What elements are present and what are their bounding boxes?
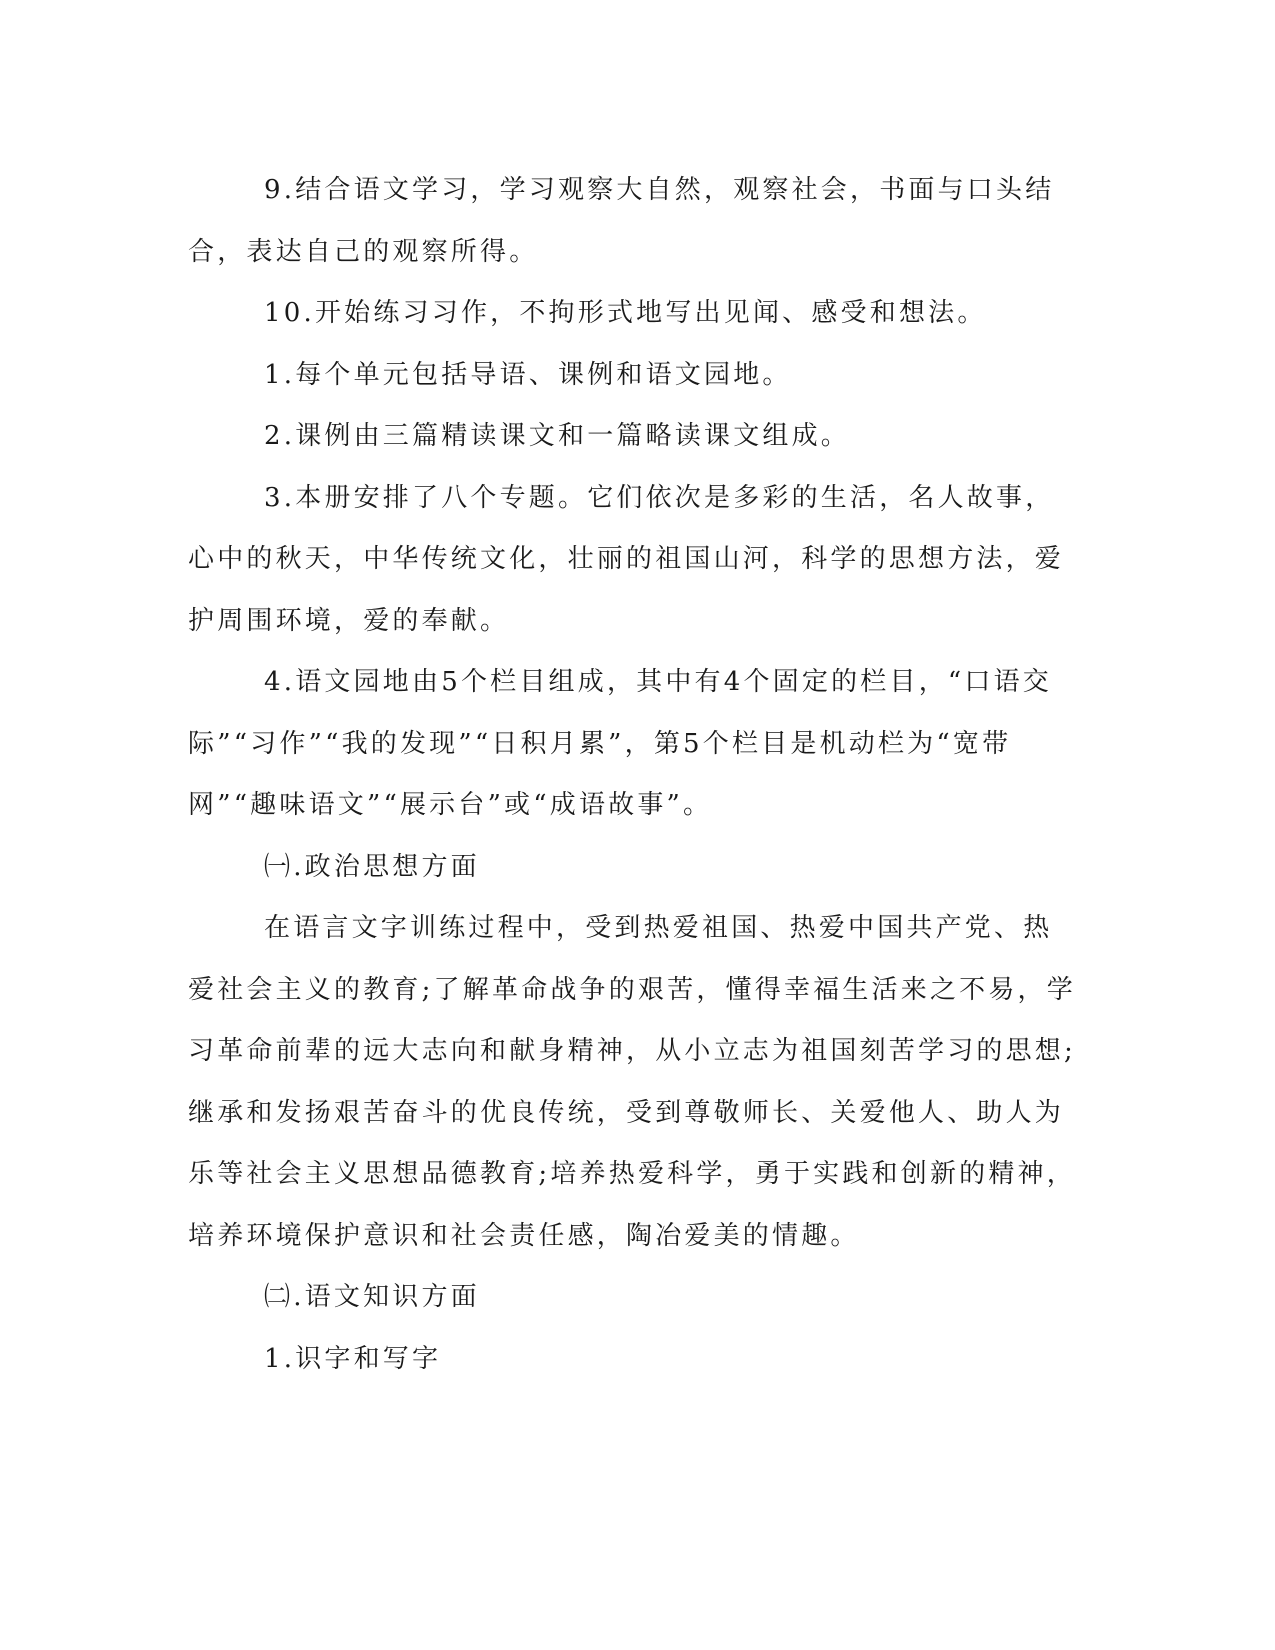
paragraph-structure-1: 1.每个单元包括导语、课例和语文园地。	[264, 359, 792, 390]
paragraph-political-body: 在语言文字训练过程中，受到热爱祖国、热爱中国共产党、热爱社会主义的教育;了解革命战争的艰苦，懂得幸福生活来之不易，学习革命前辈的远大志向和献身精神，从小立志为祖国刻苦学习的思想;继承和发扬艰苦奋斗的优良传统，受到尊敬师长、关爱他人、助人为乐等社会主义思想品德教育;培养热爱科学，勇于实践和创新的精神，培养环境保护意识和社会责任感，陶冶爱美的情趣。	[188, 913, 1076, 1251]
subheading-literacy: 1.识字和写字	[264, 1343, 442, 1374]
paragraph-item-9: 9.结合语文学习，学习观察大自然，观察社会，书面与口头结合，表达自己的观察所得。	[188, 175, 1055, 267]
paragraph-structure-3: 3.本册安排了八个专题。它们依次是多彩的生活，名人故事，心中的秋天，中华传统文化，壮丽的祖国山河，科学的思想方法，爱护周围环境，爱的奉献。	[188, 482, 1065, 636]
section-heading-language: ㈡.语文知识方面	[264, 1282, 480, 1312]
document-body	[188, 160, 1078, 1390]
section-heading-political: ㈠.政治思想方面	[264, 851, 480, 882]
paragraph-item-10: 10.开始练习习作，不拘形式地写出见闻、感受和想法。	[264, 298, 987, 328]
paragraph-structure-4: 4.语文园地由5个栏目组成，其中有4个固定的栏目，“口语交际”“习作”“我的发现”“日积月累”，第5个栏目是机动栏为“宽带网”“趣味语文”“展示台”或“成语故事”。	[188, 667, 1052, 820]
paragraph-structure-2: 2.课例由三篇精读课文和一篇略读课文组成。	[264, 421, 851, 451]
